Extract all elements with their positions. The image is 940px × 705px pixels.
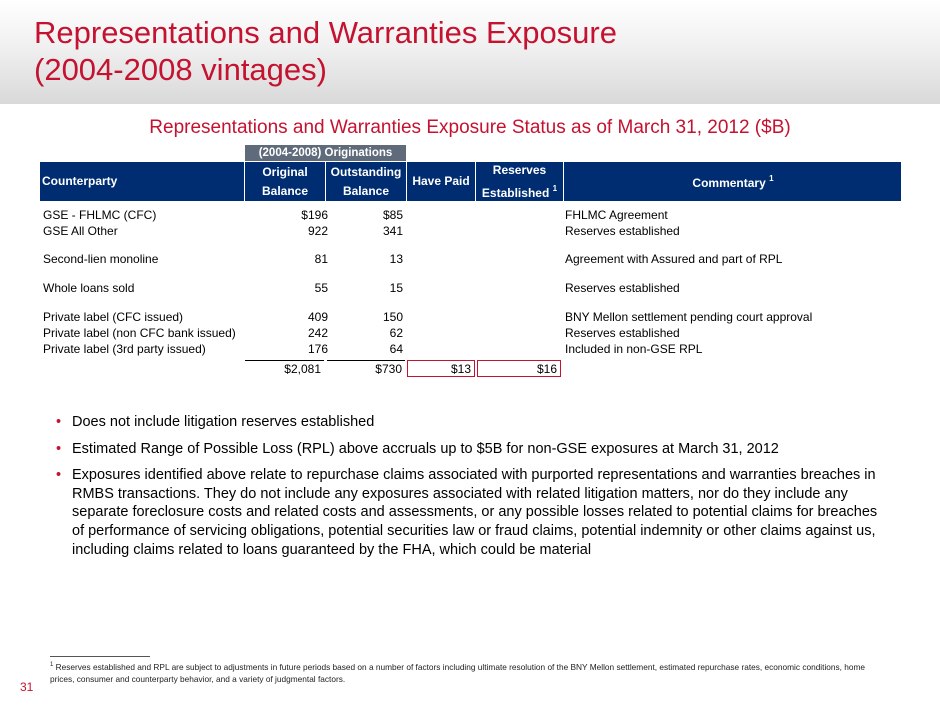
table-row [40,341,901,357]
header-commentary-footnote-marker: 1 [769,174,774,183]
cell-original-balance: 81 [314,252,328,266]
slide-title [34,14,894,88]
cell-commentary: Included in non-GSE RPL [565,342,703,356]
header-commentary [563,162,902,201]
header-reserves-footnote-marker: 1 [552,183,558,193]
total-outstanding-balance: $730 [327,360,405,375]
bullet-item [56,413,886,432]
cell-counterparty: GSE - FHLMC (CFC) [43,208,157,222]
bullet-marker: • [56,467,62,484]
cell-counterparty: Private label (3rd party issued) [43,342,206,356]
bullet-marker: • [56,414,62,430]
cell-outstanding-balance: 150 [382,310,403,324]
totals-row [245,360,561,377]
bullet-item [56,440,886,459]
header-commentary-label: Commentary [692,176,766,190]
bullet-text: Estimated Range of Possible Loss (RPL) above accruals up to $5B for non-GSE exposures at March 31, 2012 [72,440,779,457]
cell-counterparty: Whole loans sold [43,281,135,295]
originations-group-header: (2004-2008) Originations [245,145,406,161]
footnote [50,659,890,685]
cell-counterparty: Private label (CFC issued) [43,310,184,324]
table-row [40,325,901,341]
cell-original-balance: 242 [307,326,328,340]
header-outstanding-balance [325,162,406,201]
slide-title-line1: Representations and Warranties Exposure [34,15,617,50]
header-counterparty: Counterparty [42,174,118,188]
header-reserves-l2: Established [481,185,550,200]
cell-outstanding-balance: 62 [389,326,403,340]
table-subtitle: Representations and Warranties Exposure Status as of March 31, 2012 ($B) [149,117,791,138]
cell-original-balance: $196 [301,208,328,222]
total-reserves-established: $16 [477,360,561,377]
cell-counterparty: Second-lien monoline [43,252,159,266]
table-header-row [40,162,901,201]
page-number: 31 [20,680,34,694]
slide-title-line2: (2004-2008 vintages) [34,52,327,87]
cell-original-balance: 55 [314,281,328,295]
header-outstanding-l2: Balance [342,183,389,198]
cell-outstanding-balance: 13 [389,252,403,266]
bullet-item [56,466,886,559]
header-reserves-l1: Reserves [492,162,547,177]
total-have-paid: $13 [407,360,475,377]
cell-commentary: BNY Mellon settlement pending court approval [565,310,813,324]
header-have-paid: Have Paid [406,162,475,201]
header-original-l1: Original [262,164,308,179]
cell-outstanding-balance: $85 [382,208,403,222]
total-original-balance: $2,081 [245,360,324,375]
cell-commentary: FHLMC Agreement [565,208,668,222]
bullet-marker: • [56,440,62,457]
footnote-marker: 1 [50,662,54,668]
cell-commentary: Agreement with Assured and part of RPL [565,252,783,266]
bullet-text: Exposures identified above relate to repurchase claims associated with purported representations and warranties breaches in RMBS transactions. They do not include any exposures associated with related litigation matters, nor do they include any separate foreclosure costs and related costs and assessments, or any possible losses related to potential claims for breaches of performance of servicing obligations, potential securities law or fraud claims, potential indemnity or other claims against us, including claims related to loans guaranteed by the FHA, which could be material [72,467,878,558]
cell-commentary: Reserves established [565,281,680,295]
table-row [40,251,901,267]
cell-counterparty: Private label (non CFC bank issued) [43,326,236,340]
cell-original-balance: 176 [307,342,328,356]
table-row [40,309,901,325]
cell-original-balance: 922 [307,224,328,238]
footnote-text: Reserves established and RPL are subject to adjustments in future periods based on a number of factors including ultimate resolution of the BNY Mellon settlement, estimated repurchase rates, economic conditions, home prices, consumer and counterparty behavior, and a variety of judgmental factors. [50,661,866,684]
table-row [40,280,901,296]
footnote-divider [50,656,150,657]
header-reserves-established [475,162,563,201]
bullet-text: Does not include litigation reserves established [72,414,375,430]
cell-counterparty: GSE All Other [43,224,118,238]
cell-outstanding-balance: 64 [389,342,403,356]
cell-commentary: Reserves established [565,326,680,340]
table-row [40,207,901,223]
cell-commentary: Reserves established [565,224,680,238]
header-original-balance [244,162,325,201]
cell-outstanding-balance: 15 [389,281,403,295]
cell-original-balance: 409 [307,310,328,324]
bullet-list [56,413,886,567]
table-row [40,223,901,239]
cell-outstanding-balance: 341 [382,224,403,238]
header-original-l2: Balance [261,183,309,198]
header-outstanding-l1: Outstanding [330,164,402,179]
